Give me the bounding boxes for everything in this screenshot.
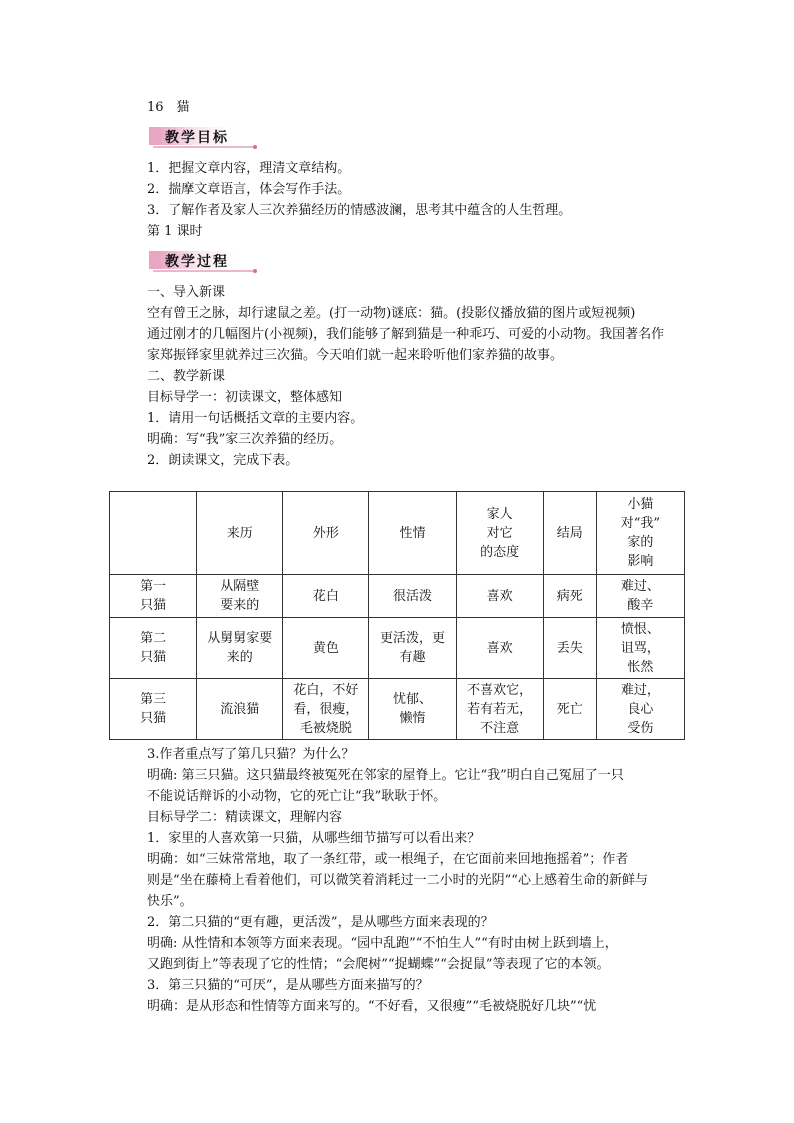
question-4: 1．家里的人喜欢第一只猫，从哪些细节描写可以看出来？: [147, 831, 481, 846]
question-6: 3．第三只猫的“可厌”，是从哪些方面来描写的？: [147, 978, 429, 993]
table-header-cell: 外形: [283, 492, 369, 575]
banner-goals-label: 教学目标: [165, 130, 229, 146]
answer-3-line-1: 明确: 第三只猫。这只猫最终被冤死在邻家的屋脊上。它让“我”明白自己冤屈了一只: [147, 768, 624, 783]
table-cell: 难过， 良心 受伤: [596, 679, 684, 740]
table-cell: 黄色: [283, 618, 369, 679]
table-cell: 从隔壁 要来的: [197, 575, 283, 618]
table-cell: 病死: [543, 575, 596, 618]
import-text-line-1: 空有曾王之脉，却行逮鼠之差。(打一动物)谜底：猫。(投影仪播放猫的图片或短视频): [147, 306, 636, 321]
table-row: [110, 679, 685, 740]
import-text-line-3: 家郑振铎家里就养过三次猫。今天咱们就一起来聆听他们家养猫的故事。: [147, 348, 564, 363]
table-header-cell: [110, 492, 197, 575]
table-cell: 第一 只猫: [110, 575, 197, 618]
table-cell: 从舅舅家要 来的: [197, 618, 283, 679]
question-2: 2．朗读课文，完成下表。: [147, 453, 299, 468]
answer-4-line-1: 明确：如“三妹常常地，取了一条红带，或一根绳子，在它面前来回地拖摇着”；作者: [147, 852, 629, 867]
table-cell: 第二 只猫: [110, 618, 197, 679]
banner-teaching-process: [147, 249, 259, 273]
section-new-lesson-heading: 二、教学新课: [147, 369, 226, 384]
table-cell: 流浪猫: [197, 679, 283, 740]
banner-teaching-goals: [147, 125, 259, 149]
table-row: [110, 575, 685, 618]
banner-process-label: 教学过程: [165, 254, 229, 270]
table-header-cell: 性情: [369, 492, 456, 575]
answer-1: 明确：写“我”家三次养猫的经历。: [147, 432, 343, 447]
table-cell: 难过、 酸辛: [596, 575, 684, 618]
table-header-cell: 结局: [543, 492, 596, 575]
table-cell: 花白，不好 看，很瘦， 毛被烧脱: [283, 679, 369, 740]
table-cell: 愤恨、 诅骂， 怅然: [596, 618, 684, 679]
table-cell: 丢失: [543, 618, 596, 679]
table-header-cell: 小猫 对“我” 家的 影响: [596, 492, 684, 575]
table-header-cell: 家人 对它 的态度: [456, 492, 543, 575]
answer-5-line-2: 又跑到街上”等表现了它的性情；“会爬树”“捉蝴蝶”“会捉鼠”等表现了它的本领。: [147, 957, 610, 972]
table-cell: 不喜欢它， 若有若无， 不注意: [456, 679, 543, 740]
table-cell: 很活泼: [369, 575, 456, 618]
question-3: 3.作者重点写了第几只猫？为什么？: [147, 747, 355, 762]
question-5: 2．第二只猫的“更有趣，更活泼”，是从哪些方面来表现的？: [147, 915, 494, 930]
table-row: [110, 618, 685, 679]
question-1: 1．请用一句话概括文章的主要内容。: [147, 411, 364, 426]
lesson-title: 16 猫: [147, 100, 190, 115]
answer-4-line-2: 则是“坐在藤椅上看着他们，可以微笑着消耗过一二小时的光阴”“心上感着生命的新鲜与: [147, 873, 648, 888]
table-cell: 喜欢: [456, 618, 543, 679]
answer-4-line-3: 快乐”。: [147, 894, 193, 909]
table-cell: 更活泼，更 有趣: [369, 618, 456, 679]
table-cell: 第三 只猫: [110, 679, 197, 740]
goal-item-2: 2．揣摩文章语言，体会写作手法。: [147, 182, 351, 197]
table-cell: 忧郁、 懒惰: [369, 679, 456, 740]
table-header-row: [110, 492, 685, 575]
goal-item-3: 3．了解作者及家人三次养猫经历的情感波澜，思考其中蕴含的人生哲理。: [147, 203, 572, 218]
section-import-heading: 一、导入新课: [147, 285, 226, 300]
import-text-line-2: 通过刚才的几幅图片(小视频)，我们能够了解到猫是一种乖巧、可爱的小动物。我国著名作: [147, 327, 665, 342]
table-cell: 花白: [283, 575, 369, 618]
table-cell: 喜欢: [456, 575, 543, 618]
goal-item-1: 1．把握文章内容，理清文章结构。: [147, 161, 351, 176]
table-cell: 死亡: [543, 679, 596, 740]
guide-2-heading: 目标导学二：精读课文，理解内容: [147, 810, 343, 825]
answer-6-line-1: 明确：是从形态和性情等方面来写的。“不好看，又很瘦”“毛被烧脱好几块”“忧: [147, 999, 597, 1014]
guide-1-heading: 目标导学一：初读课文，整体感知: [147, 390, 343, 405]
answer-3-line-2: 不能说话辩诉的小动物，它的死亡让“我”耿耿于怀。: [147, 789, 447, 804]
answer-5-line-1: 明确: 从性情和本领等方面来表现。“园中乱跑”“不怕生人”“有时由树上跃到墙上，: [147, 936, 618, 951]
cat-comparison-table: [109, 491, 685, 740]
table-header-cell: 来历: [197, 492, 283, 575]
lesson-period: 第 1 课时: [147, 224, 203, 239]
